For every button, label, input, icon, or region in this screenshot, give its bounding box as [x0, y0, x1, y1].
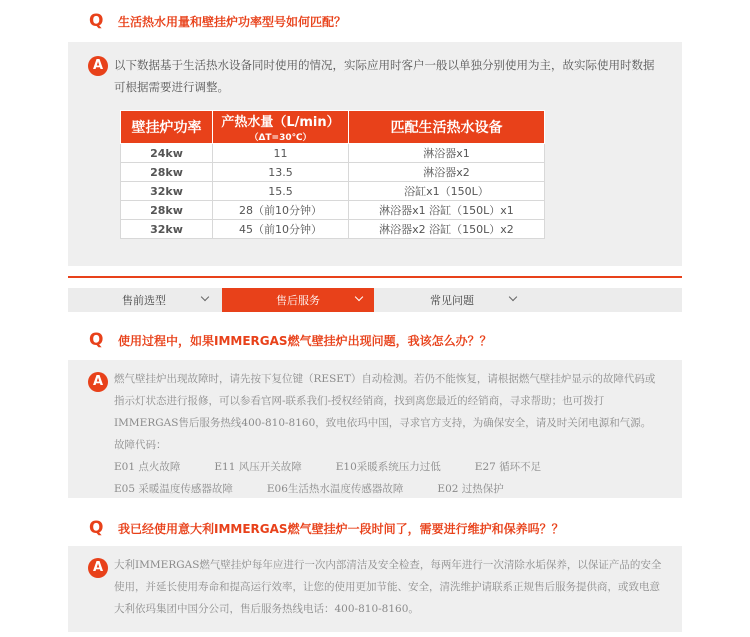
- service-tabs: [68, 288, 682, 312]
- tab-presales[interactable]: 售前选型: [68, 288, 220, 312]
- table-row: [121, 144, 545, 163]
- table-cell-devices: 淋浴器x1 浴缸（150L）x1: [349, 201, 545, 220]
- table-cell-flow: 28（前10分钟）: [213, 201, 349, 220]
- fault-code-item: E27 循环不足: [474, 461, 542, 473]
- answer-icon: A: [88, 56, 108, 76]
- section-divider: [68, 276, 682, 278]
- table-cell-devices: 淋浴器x1: [349, 144, 545, 163]
- faq-section-1: [68, 0, 682, 266]
- answer-block: [68, 42, 682, 266]
- chevron-down-icon: [355, 293, 363, 301]
- table-row: [121, 201, 545, 220]
- fault-code-item: E05 采暖温度传感器故障: [114, 483, 233, 495]
- fault-code-item: E02 过热保护: [437, 483, 504, 495]
- table-cell-flow: 45（前10分钟）: [213, 220, 349, 239]
- table-cell-devices: 浴缸x1（150L）: [349, 182, 545, 201]
- question-text: 使用过程中，如果IMMERGAS燃气壁挂炉出现问题，我该怎么办？？: [118, 333, 492, 348]
- chevron-down-icon: [509, 293, 517, 301]
- answer-text: 以下数据基于生活热水设备同时使用的情况，实际应用时客户一般以单独分别使用为主，故实际使用时数据可根据需要进行调整。: [114, 58, 655, 94]
- question-icon: Q: [89, 518, 104, 538]
- question-icon: Q: [89, 330, 104, 350]
- question-text: 生活热水用量和壁挂炉功率型号如何匹配？: [118, 14, 347, 29]
- table-cell-power: 32kw: [121, 182, 213, 201]
- table-header-devices: 匹配生活热水设备: [349, 111, 545, 144]
- answer-icon: A: [88, 558, 108, 578]
- answer-text: 大利IMMERGAS燃气壁挂炉每年应进行一次内部清洁及安全检查，每两年进行一次清除水垢保养，以保证产品的安全使用，并延长使用寿命和提高运行效率，让您的使用更加节能、安全，清洗维护请联系正规售后服务提供商，或致电意大利依玛集团中国分公司，售后服务热线电话：400-810-8160。: [114, 559, 662, 615]
- chevron-down-icon: [201, 293, 209, 301]
- question-row: [68, 0, 682, 42]
- table-cell-power: 28kw: [121, 163, 213, 182]
- table-cell-devices: 淋浴器x2: [349, 163, 545, 182]
- table-cell-power: 28kw: [121, 201, 213, 220]
- table-cell-devices: 淋浴器x2 浴缸（150L）x2: [349, 220, 545, 239]
- table-row: [121, 182, 545, 201]
- table-header-power: 壁挂炉功率: [121, 111, 213, 144]
- answer-text: 燃气壁挂炉出现故障时，请先按下复位键（RESET）自动检测。若仍不能恢复，请根据燃气壁挂炉显示的故障代码或指示灯状态进行报修，可以参看官网-联系我们-授权经销商，找到离您最近的经销商，寻求帮助；也可拨打IMMERGAS售后服务热线400-810-8160，致电依玛中国，寻求官方支持，为确保安全，请及时关闭电源和气源。: [114, 373, 656, 429]
- faq-section-2: [68, 320, 682, 498]
- fault-code-item: E01 点火故障: [114, 461, 181, 473]
- table-cell-power: 24kw: [121, 144, 213, 163]
- fault-codes-label: 故障代码：: [114, 439, 167, 451]
- table-header-flow: 产热水量（L/min） （ΔT=30℃）: [213, 111, 349, 144]
- fault-code-item: E11 风压开关故障: [214, 461, 302, 473]
- table-cell-flow: 11: [213, 144, 349, 163]
- table-row: [121, 220, 545, 239]
- table-cell-flow: 15.5: [213, 182, 349, 201]
- tab-faq[interactable]: 常见问题: [376, 288, 528, 312]
- answer-block: [68, 360, 682, 498]
- table-row: [121, 163, 545, 182]
- fault-codes-list: [114, 456, 682, 500]
- fault-code-item: E10采暖系统压力过低: [335, 461, 441, 473]
- question-row: [68, 320, 682, 360]
- boiler-match-table: [120, 110, 545, 239]
- table-cell-flow: 13.5: [213, 163, 349, 182]
- question-row: [68, 510, 682, 546]
- answer-block: [68, 546, 682, 632]
- question-icon: Q: [89, 11, 104, 31]
- fault-code-item: E06生活热水温度传感器故障: [266, 483, 404, 495]
- question-text: 我已经使用意大利IMMERGAS燃气壁挂炉一段时间了，需要进行维护和保养吗？？: [118, 521, 564, 536]
- answer-icon: A: [88, 372, 108, 392]
- tab-aftersales[interactable]: 售后服务: [222, 288, 374, 312]
- table-cell-power: 32kw: [121, 220, 213, 239]
- faq-section-3: [68, 510, 682, 632]
